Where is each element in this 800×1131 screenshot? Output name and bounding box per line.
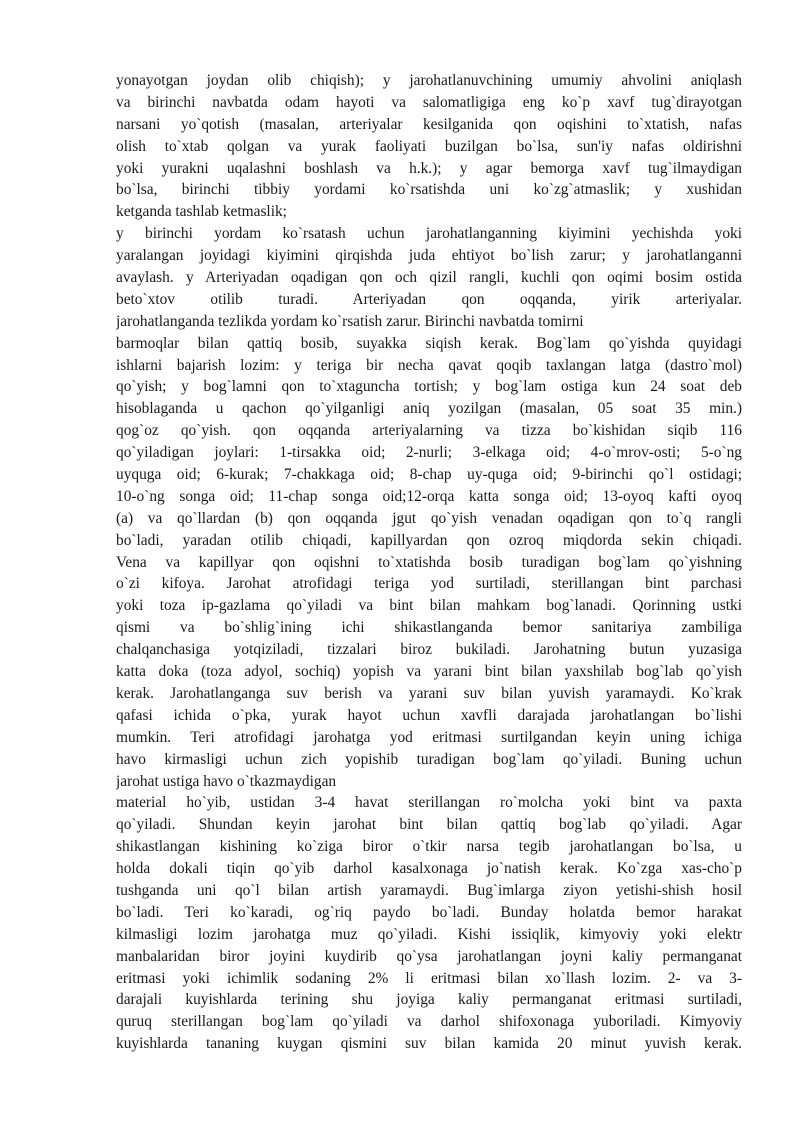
- document-page: [116, 70, 742, 1055]
- text-line: uyquga oid; 6-kurak; 7-chakkaga oid; 8-chap uy-quga oid; 9-birinchi qo`l ostidagi;: [116, 466, 742, 484]
- text-line: shikastlangan kishining ko`ziga biror o`tkir narsa tegib jarohatlangan bo`lsa, u: [116, 838, 742, 856]
- text-line: hisoblaganda u qachon qo`yilganligi aniq yozilgan (masalan, 05 soat 35 min.): [116, 400, 742, 418]
- text-line: Vena va kapillyar qon oqishni to`xtatishda bosib turadigan bog`lam qo`yishning: [116, 553, 742, 571]
- text-line: yonayotgan joydan olib chiqish); y jarohatlanuvchining umumiy ahvolini aniqlash: [116, 72, 742, 89]
- text-line: ishlarni bajarish lozim: y teriga bir necha qavat qoqib taxlangan latga (dastro`mol): [116, 356, 742, 374]
- text-line: 10-o`ng songa oid; 11-chap songa oid;12-orqa katta songa oid; 13-oyoq kafti oyoq: [116, 487, 742, 505]
- text-line: quruq sterillangan bog`lam qo`yiladi va darhol shifoxonaga yuboriladi. Kimyoviy: [116, 1013, 742, 1031]
- text-line: o`zi kifoya. Jarohat atrofidagi teriga yod surtiladi, sterillangan bint parchasi: [116, 575, 742, 593]
- text-line: narsani yo`qotish (masalan, arteriyalar kesilganida qon oqishini to`xtatish, nafas: [116, 115, 742, 133]
- text-line: kuyishlarda tananing kuygan qismini suv bilan kamida 20 minut yuvish kerak.: [116, 1035, 742, 1053]
- text-line: kilmasligi lozim jarohatga muz qo`yiladi. Kishi issiqlik, kimyoviy yoki elektr: [116, 925, 742, 943]
- text-line: chalqanchasiga yotqiziladi, tizzalari biroz bukiladi. Jarohatning butun yuzasiga: [116, 641, 742, 659]
- text-line: qo`yiladi. Shundan keyin jarohat bint bilan qattiq bog`lab qo`yiladi. Agar: [116, 816, 742, 834]
- text-line: jarohat ustiga havo o`tkazmaydigan: [116, 772, 337, 790]
- text-line: manbalaridan biror joyini kuydirib qo`ysa jarohatlangan joyni kaliy permanganat: [116, 947, 742, 965]
- text-line: tushganda uni qo`l bilan artish yaramaydi. Bug`imlarga ziyon yetishi-shish hosil: [116, 881, 742, 899]
- text-line: y birinchi yordam ko`rsatash uchun jarohatlanganning kiyimini yechishda yoki: [116, 225, 742, 243]
- text-line: va birinchi navbatda odam hayoti va salomatligiga eng ko`p xavf tug`dirayotgan: [116, 93, 742, 111]
- text-line: darajali kuyishlarda terining shu joyiga kaliy permanganat eritmasi surtiladi,: [116, 991, 742, 1009]
- text-line: avaylash. y Arteriyadan oqadigan qon och qizil rangli, kuchli qon oqimi bosim ostida: [116, 269, 742, 287]
- text-line: katta doka (toza adyol, sochiq) yopish va yarani bint bilan yaxshilab bog`lab qo`yish: [116, 663, 742, 681]
- text-line: yoki toza ip-gazlama qo`yiladi va bint bilan mahkam bog`lanadi. Qorinning ustki: [116, 597, 742, 615]
- text-line: kerak. Jarohatlanganga suv berish va yarani suv bilan yuvish yaramaydi. Ko`krak: [116, 684, 742, 702]
- text-line: (a) va qo`llardan (b) qon oqqanda jgut qo`yish venadan oqadigan qon to`q rangli: [116, 509, 742, 527]
- text-line: havo kirmasligi uchun zich yopishib turadigan bog`lam qo`yiladi. Buning uchun: [116, 750, 742, 768]
- text-line: yaralangan joyidagi kiyimini qirqishda juda ehtiyot bo`lish zarur; y jarohatlanganni: [116, 247, 742, 265]
- text-line: bo`ladi. Teri ko`karadi, og`riq paydo bo`ladi. Bunday holatda bemor harakat: [116, 903, 742, 921]
- text-line: yoki yurakni uqalashni boshlash va h.k.); y agar bemorga xavf tug`ilmaydigan: [116, 159, 742, 177]
- text-line: barmoqlar bilan qattiq bosib, suyakka siqish kerak. Bog`lam qo`yishda quyidagi: [116, 334, 742, 352]
- text-line: qo`yiladigan joylari: 1-tirsakka oid; 2-nurli; 3-elkaga oid; 4-o`mrov-osti; 5-o`ng: [116, 444, 742, 462]
- text-line: qo`yish; y bog`lamni qon to`xtaguncha tortish; y bog`lam ostiga kun 24 soat deb: [116, 378, 742, 396]
- text-line: holda dokali tiqin qo`yib darhol kasalxonaga jo`natish kerak. Ko`zga xas-cho`p: [116, 860, 742, 878]
- text-line: mumkin. Teri atrofidagi jarohatga yod eritmasi surtilgandan keyin uning ichiga: [116, 728, 742, 746]
- text-line: jarohatlanganda tezlikda yordam ko`rsatish zarur. Birinchi navbatda tomirni: [116, 312, 584, 330]
- text-line: qog`oz qo`yish. qon oqqanda arteriyalarning va tizza bo`kishidan siqib 116: [116, 422, 742, 440]
- text-line: bo`lsa, birinchi tibbiy yordami ko`rsatishda uni ko`zg`atmaslik; y xushidan: [116, 181, 742, 199]
- text-line: eritmasi yoki ichimlik sodaning 2% li eritmasi bilan xo`llash lozim. 2- va 3-: [116, 969, 742, 987]
- text-line: qafasi ichida o`pka, yurak hayot uchun xavfli darajada jarohatlangan bo`lishi: [116, 706, 742, 724]
- text-line: ketganda tashlab ketmaslik;: [116, 203, 287, 221]
- text-line: qismi va bo`shlig`ining ichi shikastlanganda bemor sanitariya zambiliga: [116, 619, 742, 637]
- text-line: olish to`xtab qolgan va yurak faoliyati buzilgan bo`lsa, sun'iy nafas oldirishni: [116, 137, 742, 155]
- text-line: bo`ladi, yaradan otilib chiqadi, kapillyardan qon ozroq miqdorda sekin chiqadi.: [116, 531, 742, 549]
- text-line: beto`xtov otilib turadi. Arteriyadan qon oqqanda, yirik arteriyalar.: [116, 290, 742, 308]
- text-line: material ho`yib, ustidan 3-4 havat sterillangan ro`molcha yoki bint va paxta: [116, 794, 742, 812]
